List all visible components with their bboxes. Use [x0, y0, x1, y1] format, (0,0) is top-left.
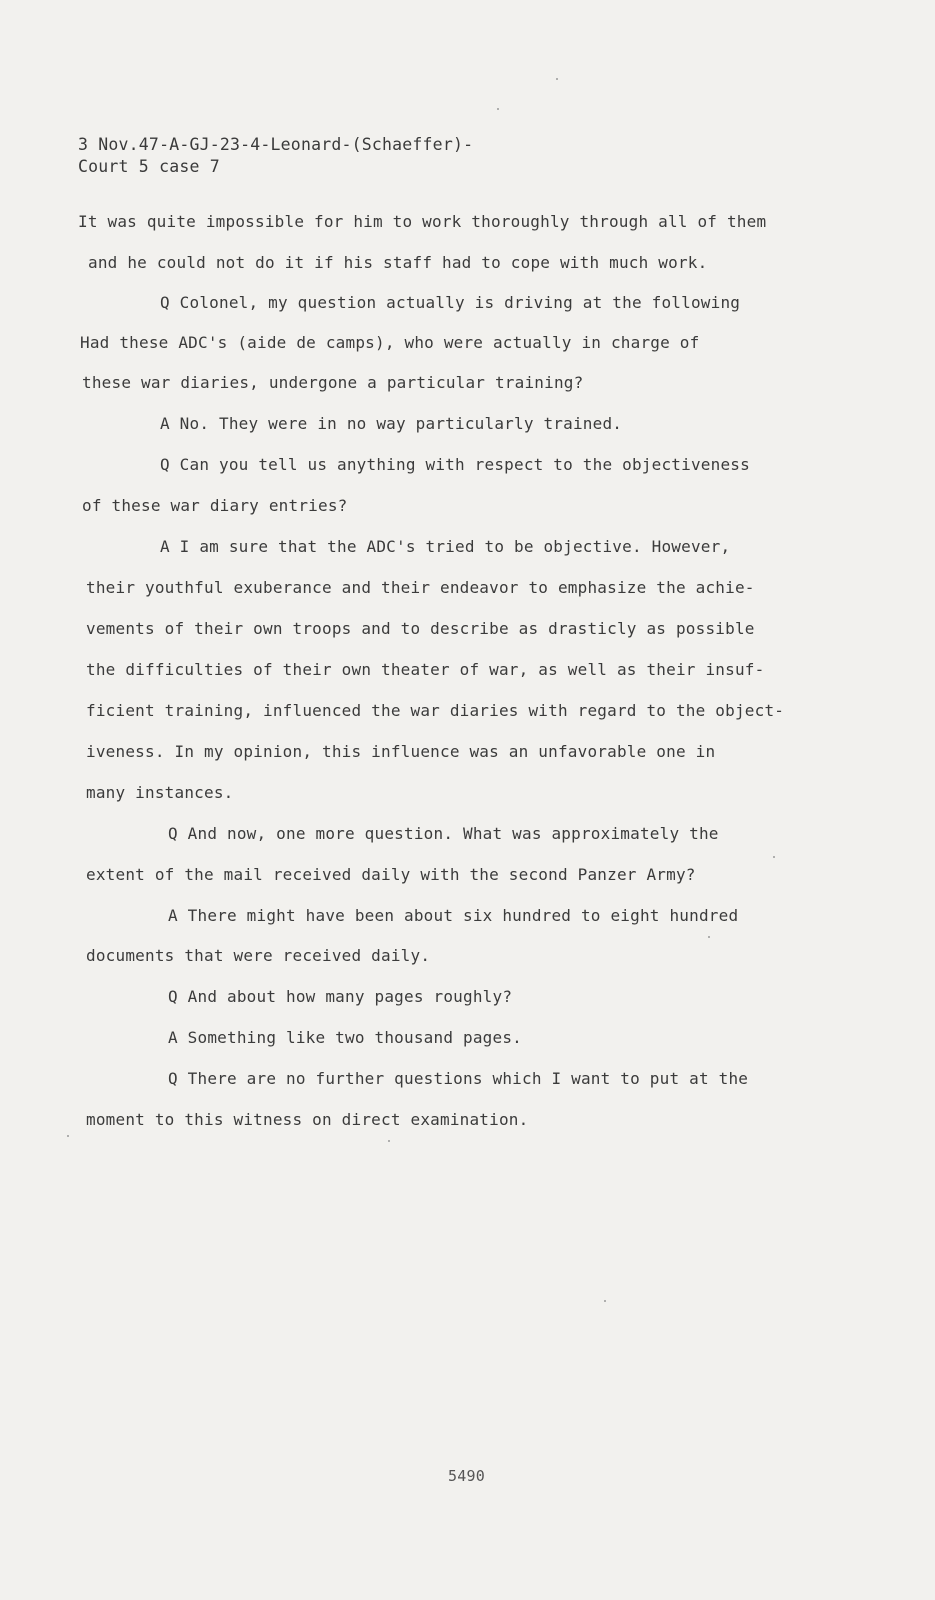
document-header [78, 134, 473, 178]
body-line: extent of the mail received daily with the second Panzer Army? [86, 865, 696, 884]
body-line: the difficulties of their own theater of war, as well as their insuf- [86, 660, 765, 679]
body-line: Q There are no further questions which I want to put at the [168, 1069, 749, 1088]
body-line: many instances. [86, 783, 234, 802]
page-number: 5490 [448, 1467, 485, 1485]
body-line: A There might have been about six hundred to eight hundred [168, 906, 739, 925]
body-line: A No. They were in no way particularly trained. [160, 414, 623, 433]
body-line: Q And now, one more question. What was approximately the [168, 824, 719, 843]
body-line: Had these ADC's (aide de camps), who were actually in charge of [80, 333, 700, 352]
body-line: Q And about how many pages roughly? [168, 987, 513, 1006]
body-line: moment to this witness on direct examination. [86, 1110, 529, 1129]
body-line: It was quite impossible for him to work thoroughly through all of them [78, 212, 767, 231]
paper-speck [388, 1140, 390, 1142]
paper-speck [773, 856, 775, 858]
body-line: A Something like two thousand pages. [168, 1028, 522, 1047]
body-line: of these war diary entries? [82, 496, 348, 515]
body-line: their youthful exuberance and their endeavor to emphasize the achie- [86, 578, 755, 597]
paper-speck [67, 1135, 69, 1137]
paper-speck [708, 936, 710, 938]
body-line: iveness. In my opinion, this influence was an unfavorable one in [86, 742, 716, 761]
paper-speck [556, 78, 558, 80]
body-line: vements of their own troops and to describe as drasticly as possible [86, 619, 755, 638]
body-line: and he could not do it if his staff had to cope with much work. [88, 253, 708, 272]
body-line: these war diaries, undergone a particular training? [82, 373, 584, 392]
header-reference: 3 Nov.47-A-GJ-23-4-Leonard-(Schaeffer)- [78, 135, 474, 154]
body-line: documents that were received daily. [86, 946, 431, 965]
body-line: Q Colonel, my question actually is driving at the following [160, 293, 741, 312]
body-line: Q Can you tell us anything with respect to the objectiveness [160, 455, 750, 474]
body-line: A I am sure that the ADC's tried to be objective. However, [160, 537, 731, 556]
body-line: ficient training, influenced the war diaries with regard to the object- [86, 701, 785, 720]
header-court-case: Court 5 case 7 [78, 157, 220, 176]
paper-speck [497, 108, 499, 110]
paper-speck [604, 1300, 606, 1302]
